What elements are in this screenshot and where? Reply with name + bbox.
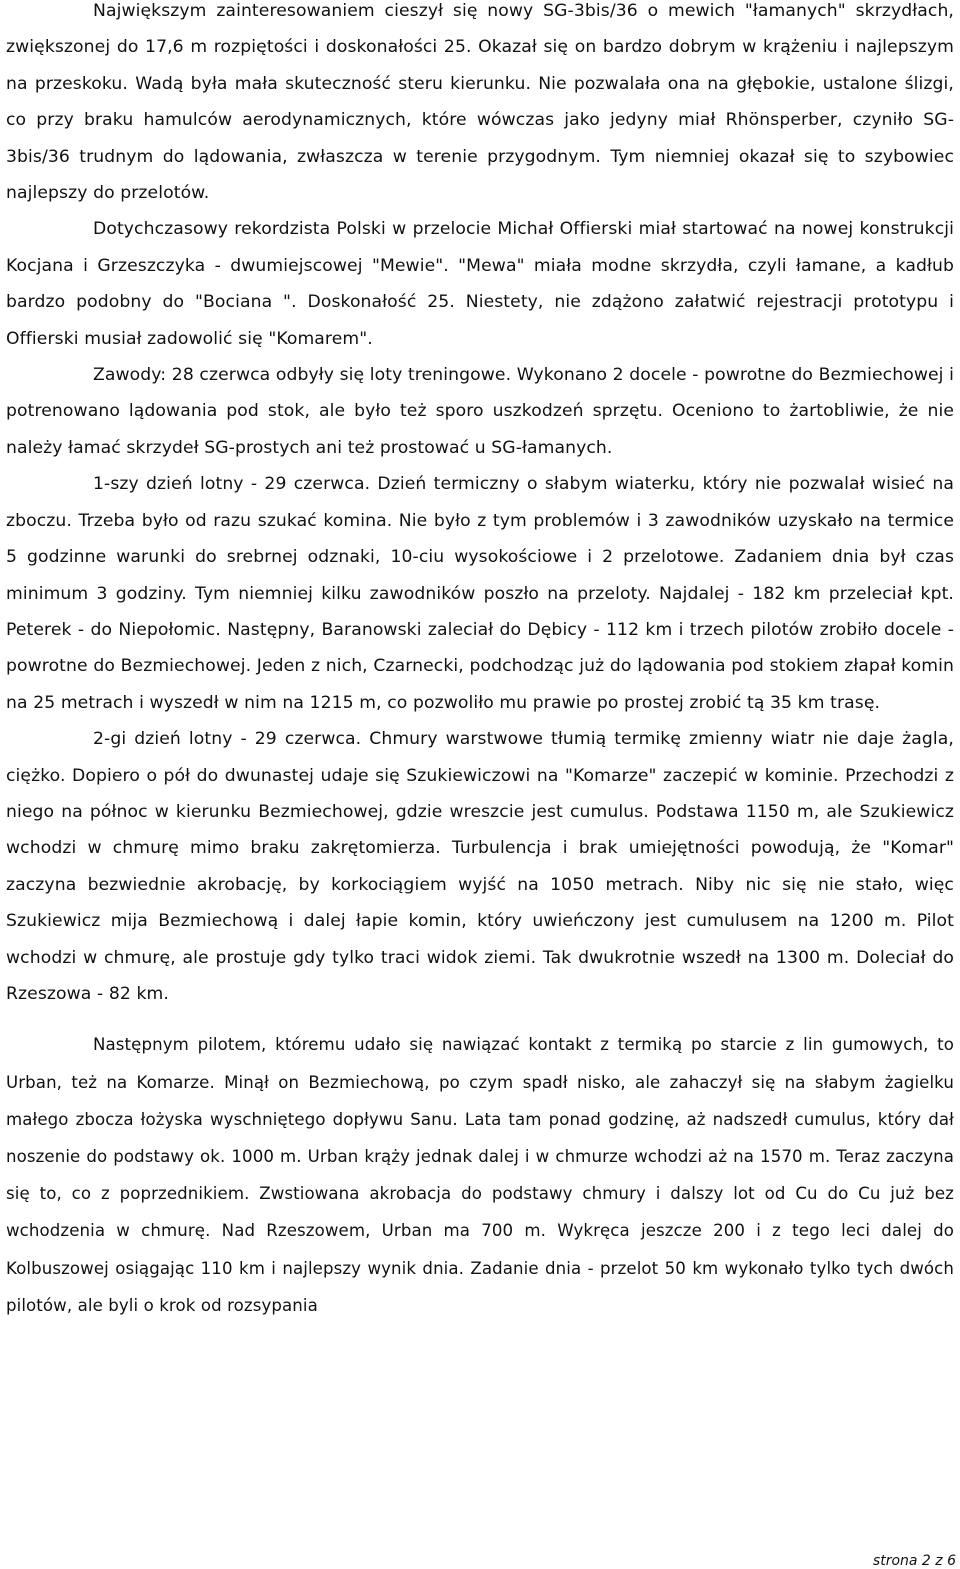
- paragraph-offierski: Dotychczasowy rekordzista Polski w przelocie Michał Offierski miał startować na nowej konstrukcji Kocjana i Grzeszczyka - dwumiejscowej "Mewie". "Mewa" miała modne skrzydła, czyli łamane, a kadłub bardzo podobny do "Bociana ". Doskonałość 25. Niestety, nie zdążono załatwić rejestracji prototypu i Offierski musiał zadowolić się "Komarem".: [6, 219, 954, 349]
- paragraph-first-flying-day: 1-szy dzień lotny - 29 czerwca. Dzień termiczny o słabym wiaterku, który nie pozwalał wisieć na zboczu. Trzeba było od razu szukać komina. Nie było z tym problemów i 3 zawodników uzyskało na termice 5 godzinne warunki do srebrnej odznaki, 10-ciu wysokościowe i 2 przelotowe. Zadaniem dnia był czas minimum 3 godziny. Tym niemniej kilku zawodników poszło na przeloty. Najdalej - 182 km przeleciał kpt. Peterek - do Niepołomic. Następny, Baranowski zaleciał do Dębicy - 112 km i trzech pilotów zrobiło docele - powrotne do Bezmiechowej. Jeden z nich, Czarnecki, podchodząc już do lądowania pod stokiem złapał komin na 25 metrach i wyszedł w nim na 1215 m, co pozwoliło mu prawie po prostej zrobić tą 35 km trasę.: [6, 474, 954, 713]
- document-page: [6, 0, 954, 1324]
- paragraph-training-day: Zawody: 28 czerwca odbyły się loty treningowe. Wykonano 2 docele - powrotne do Bezmiechowej i potrenowano lądowania pod stok, ale było też sporo uszkodzeń sprzętu. Oceniono to żartobliwie, że nie należy łamać skrzydeł SG-prostych ani też prostować u SG-łamanych.: [6, 365, 954, 458]
- paragraph-second-flying-day: 2-gi dzień lotny - 29 czerwca. Chmury warstwowe tłumią termikę zmienny wiatr nie daje żagla, ciężko. Dopiero o pół do dwunastej udaje się Szukiewiczowi na "Komarze" zaczepić w kominie. Przechodzi z niego na północ w kierunku Bezmiechowej, gdzie wreszcie jest cumulus. Podstawa 1150 m, ale Szukiewicz wchodzi w chmurę mimo braku zakrętomierza. Turbulencja i brak umiejętności powodują, że "Komar" zaczyna bezwiednie akrobację, by korkociągiem wyjść na 1050 metrach. Niby nic się nie stało, więc Szukiewicz mija Bezmiechową i dalej łapie komin, który uwieńczony jest cumulusem na 1200 m. Pilot wchodzi w chmurę, ale prostuje gdy tylko traci widok ziemi. Tak dwukrotnie wszedł na 1300 m. Doleciał do Rzeszowa - 82 km.: [6, 729, 954, 1004]
- paragraph-urban: Następnym pilotem, któremu udało się nawiązać kontakt z termiką po starcie z lin gumowych, to Urban, też na Komarze. Minął on Bezmiechową, po czym spadł nisko, ale zahaczył się na słabym żagielku małego zbocza łożyska wyschniętego dopływu Sanu. Lata tam ponad godzinę, aż nadszedł cumulus, który dał noszenie do podstawy ok. 1000 m. Urban krąży jednak dalej i w chmurze wchodzi aż na 1570 m. Teraz zaczyna się to, co z poprzednikiem. Zwstiowana akrobacja do podstawy chmury i dalszy lot od Cu do Cu już bez wchodzenia w chmurę. Nad Rzeszowem, Urban ma 700 m. Wykręca jeszcze 200 i z tego leci dalej do Kolbuszowej osiągając 110 km i najlepszy wynik dnia. Zadanie dnia - przelot 50 km wykonało tylko tych dwóch pilotów, ale byli o krok od rozsypania: [6, 1035, 954, 1315]
- paragraph-sg3bis: Największym zainteresowaniem cieszył się nowy SG-3bis/36 o mewich "łamanych" skrzydłach, zwiększonej do 17,6 m rozpiętości i doskonałości 25. Okazał się on bardzo dobrym w krążeniu i najlepszym na przeskoku. Wadą była mała skuteczność steru kierunku. Nie pozwalała ona na głębokie, ustalone ślizgi, co przy braku hamulców aerodynamicznych, które wówczas jako jedyny miał Rhönsperber, czyniło SG-3bis/36 trudnym do lądowania, zwłaszcza w terenie przygodnym. Tym niemniej okazał się to szybowiec najlepszy do przelotów.: [6, 1, 954, 204]
- page-number: strona 2 z 6: [872, 1553, 956, 1569]
